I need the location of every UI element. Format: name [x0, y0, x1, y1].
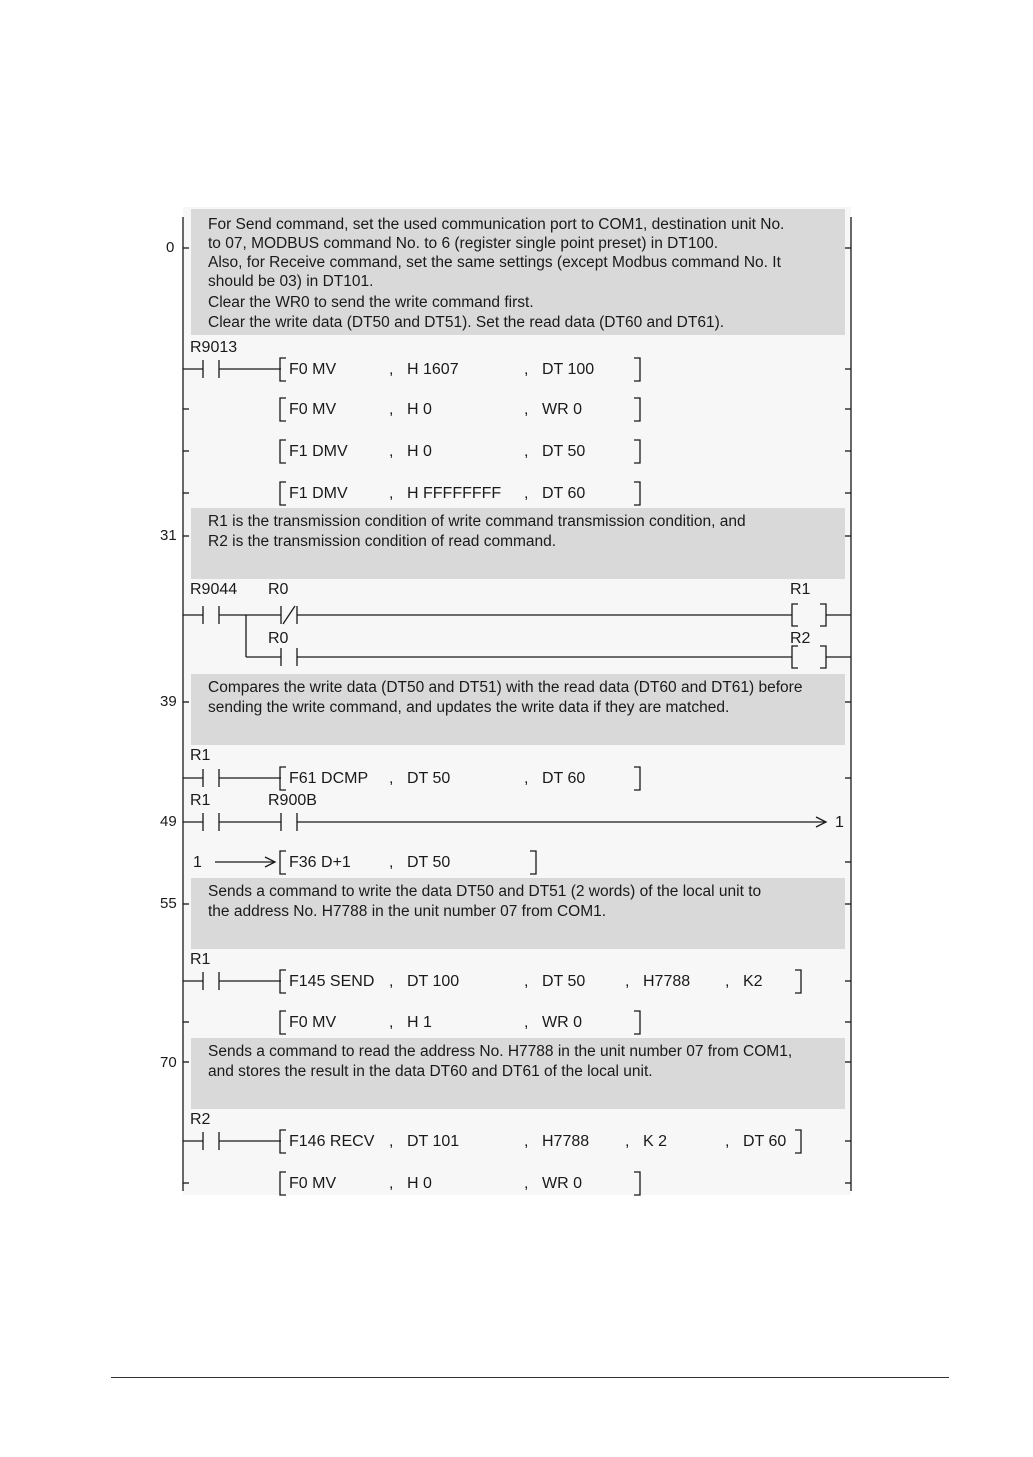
instruction-op: F0 MV: [289, 1175, 337, 1192]
operand: WR 0: [542, 1014, 582, 1031]
instruction-op: F0 MV: [289, 401, 337, 418]
separator: ,: [524, 770, 529, 787]
separator: ,: [524, 361, 529, 378]
instruction-op: F0 MV: [289, 361, 337, 378]
contact-label: R1: [190, 951, 211, 968]
separator: ,: [625, 1133, 630, 1150]
operand: WR 0: [542, 1175, 582, 1192]
contact-label: R9044: [190, 581, 238, 598]
comment-line: and stores the result in the data DT60 and DT61 of the local unit.: [208, 1063, 653, 1080]
comment-line: Also, for Receive command, set the same settings (except Modbus command No. It: [208, 254, 781, 271]
comment-line: to 07, MODBUS command No. to 6 (register single point preset) in DT100.: [208, 235, 718, 252]
separator: ,: [389, 361, 394, 378]
comment-line: R2 is the transmission condition of read command.: [208, 533, 557, 550]
operand: H 1607: [407, 361, 459, 378]
separator: ,: [524, 485, 529, 502]
operand: K 2: [643, 1133, 668, 1150]
operand: DT 101: [407, 1133, 460, 1150]
operand: DT 100: [542, 361, 595, 378]
contact-label: R0: [268, 630, 289, 647]
separator: ,: [389, 401, 394, 418]
separator: ,: [389, 770, 394, 787]
operand: H 0: [407, 443, 432, 460]
comment-line: Sends a command to read the address No. H7788 in the unit number 07 from COM1,: [208, 1043, 793, 1060]
step-number: 70: [160, 1054, 177, 1071]
operand: H7788: [643, 973, 691, 990]
separator: ,: [389, 1175, 394, 1192]
instruction-op: F36 D+1: [289, 854, 351, 871]
comment-line: R1 is the transmission condition of write command transmission condition, and: [208, 513, 746, 530]
step-number: 31: [160, 527, 177, 544]
operand: DT 50: [542, 973, 586, 990]
separator: ,: [389, 973, 394, 990]
separator: ,: [725, 1133, 730, 1150]
instruction-op: F1 DMV: [289, 485, 348, 502]
operand: DT 100: [407, 973, 460, 990]
operand: H7788: [542, 1133, 590, 1150]
operand: DT 50: [542, 443, 586, 460]
step-number: 55: [160, 895, 177, 912]
instruction-op: F1 DMV: [289, 443, 348, 460]
instruction-op: F0 MV: [289, 1014, 337, 1031]
contact-label: R900B: [268, 792, 317, 809]
operand: DT 60: [743, 1133, 787, 1150]
coil-label: R1: [790, 581, 811, 598]
comment-line: Sends a command to write the data DT50 and DT51 (2 words) of the local unit to: [208, 883, 762, 900]
separator: ,: [524, 1175, 529, 1192]
step-number: 39: [160, 693, 177, 710]
operand: DT 50: [407, 770, 451, 787]
comment-line: Clear the WR0 to send the write command first.: [208, 294, 534, 311]
instruction-op: F61 DCMP: [289, 770, 369, 787]
step-number: 49: [160, 813, 177, 830]
contact-label: R1: [190, 792, 211, 809]
operand: H 0: [407, 1175, 432, 1192]
separator: ,: [725, 973, 730, 990]
coil-label: R2: [790, 630, 811, 647]
footer-rule: [111, 1377, 949, 1378]
operand: H 0: [407, 401, 432, 418]
operand: H 1: [407, 1014, 432, 1031]
operand: K2: [743, 973, 763, 990]
separator: ,: [524, 401, 529, 418]
comment-line: should be 03) in DT101.: [208, 273, 374, 290]
separator: ,: [524, 973, 529, 990]
operand: DT 50: [407, 854, 451, 871]
jump-label: 1: [835, 814, 844, 831]
separator: ,: [524, 1014, 529, 1031]
separator: ,: [389, 443, 394, 460]
separator: ,: [389, 854, 394, 871]
separator: ,: [389, 1133, 394, 1150]
operand: DT 60: [542, 485, 586, 502]
operand: DT 60: [542, 770, 586, 787]
operand: H FFFFFFFF: [407, 485, 502, 502]
comment-line: Compares the write data (DT50 and DT51) with the read data (DT60 and DT61) before: [208, 679, 803, 696]
separator: ,: [524, 443, 529, 460]
step-number: 0: [166, 239, 175, 256]
comment-line: For Send command, set the used communication port to COM1, destination unit No.: [208, 216, 785, 233]
comment-line: the address No. H7788 in the unit number 07 from COM1.: [208, 903, 607, 920]
separator: ,: [524, 1133, 529, 1150]
contact-label: R1: [190, 747, 211, 764]
jump-label: 1: [193, 854, 202, 871]
contact-label: R9013: [190, 339, 238, 356]
comment-line: sending the write command, and updates the write data if they are matched.: [208, 699, 730, 716]
instruction-op: F146 RECV: [289, 1133, 375, 1150]
operand: WR 0: [542, 401, 582, 418]
contact-label: R2: [190, 1111, 211, 1128]
separator: ,: [389, 485, 394, 502]
instruction-op: F145 SEND: [289, 973, 375, 990]
comment-line: Clear the write data (DT50 and DT51). Set the read data (DT60 and DT61).: [208, 314, 725, 331]
separator: ,: [389, 1014, 394, 1031]
separator: ,: [625, 973, 630, 990]
contact-label: R0: [268, 581, 289, 598]
